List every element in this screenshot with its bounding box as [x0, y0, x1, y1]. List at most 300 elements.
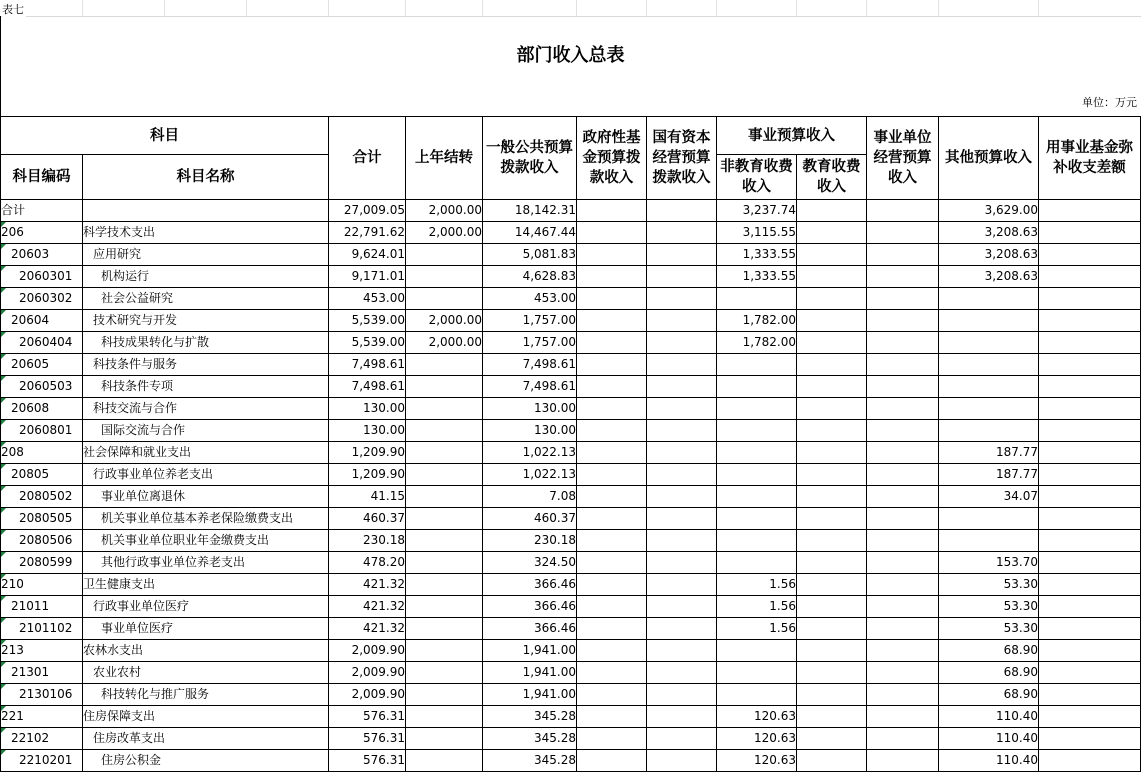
- cell-carryover[interactable]: [406, 398, 483, 420]
- cell-total[interactable]: 41.15: [329, 486, 406, 508]
- cell-general[interactable]: 230.18: [483, 530, 577, 552]
- cell-name[interactable]: 社会保障和就业支出: [83, 442, 329, 464]
- cell-stateasset[interactable]: [647, 288, 717, 310]
- cell-name[interactable]: 科技条件专项: [83, 376, 329, 398]
- cell-code[interactable]: 2210201: [1, 750, 83, 772]
- cell-non-edu[interactable]: [717, 508, 797, 530]
- cell-total[interactable]: 1,209.90: [329, 464, 406, 486]
- cell-fund[interactable]: [1039, 398, 1141, 420]
- cell-govfund[interactable]: [577, 332, 647, 354]
- cell-fund[interactable]: [1039, 222, 1141, 244]
- cell-edu[interactable]: [797, 486, 867, 508]
- cell-govfund[interactable]: [577, 728, 647, 750]
- cell-name[interactable]: 其他行政事业单位养老支出: [83, 552, 329, 574]
- cell-stateasset[interactable]: [647, 354, 717, 376]
- cell-stateasset[interactable]: [647, 222, 717, 244]
- cell-general[interactable]: 5,081.83: [483, 244, 577, 266]
- cell-carryover[interactable]: [406, 354, 483, 376]
- cell-edu[interactable]: [797, 640, 867, 662]
- cell-non-edu[interactable]: [717, 354, 797, 376]
- cell-govfund[interactable]: [577, 420, 647, 442]
- cell-fund[interactable]: [1039, 728, 1141, 750]
- cell-other[interactable]: 68.90: [939, 640, 1039, 662]
- cell-code[interactable]: 20605: [1, 354, 83, 376]
- cell-carryover[interactable]: [406, 750, 483, 772]
- cell-stateasset[interactable]: [647, 596, 717, 618]
- cell-other[interactable]: [939, 508, 1039, 530]
- cell-carryover[interactable]: [406, 618, 483, 640]
- cell-stateasset[interactable]: [647, 684, 717, 706]
- cell-edu[interactable]: [797, 200, 867, 222]
- cell-fund[interactable]: [1039, 508, 1141, 530]
- cell-code[interactable]: 2060301: [1, 266, 83, 288]
- cell-code[interactable]: 20805: [1, 464, 83, 486]
- cell-other[interactable]: 68.90: [939, 684, 1039, 706]
- cell-carryover[interactable]: [406, 530, 483, 552]
- cell-total[interactable]: 130.00: [329, 398, 406, 420]
- cell-code[interactable]: 21011: [1, 596, 83, 618]
- cell-name[interactable]: 卫生健康支出: [83, 574, 329, 596]
- cell-carryover[interactable]: 2,000.00: [406, 332, 483, 354]
- cell-general[interactable]: 366.46: [483, 596, 577, 618]
- cell-code[interactable]: 2130106: [1, 684, 83, 706]
- cell-general[interactable]: 1,757.00: [483, 332, 577, 354]
- cell-carryover[interactable]: [406, 420, 483, 442]
- cell-unit-operating[interactable]: [867, 332, 939, 354]
- cell-code[interactable]: 2080506: [1, 530, 83, 552]
- cell-carryover[interactable]: [406, 486, 483, 508]
- cell-total[interactable]: 130.00: [329, 420, 406, 442]
- cell-total[interactable]: 421.32: [329, 618, 406, 640]
- cell-other[interactable]: 3,208.63: [939, 266, 1039, 288]
- cell-other[interactable]: [939, 376, 1039, 398]
- cell-general[interactable]: 345.28: [483, 750, 577, 772]
- cell-total[interactable]: 7,498.61: [329, 376, 406, 398]
- cell-stateasset[interactable]: [647, 442, 717, 464]
- cell-general[interactable]: 1,022.13: [483, 464, 577, 486]
- cell-general[interactable]: 366.46: [483, 618, 577, 640]
- cell-unit-operating[interactable]: [867, 728, 939, 750]
- cell-govfund[interactable]: [577, 244, 647, 266]
- cell-unit-operating[interactable]: [867, 244, 939, 266]
- cell-govfund[interactable]: [577, 200, 647, 222]
- cell-unit-operating[interactable]: [867, 376, 939, 398]
- cell-edu[interactable]: [797, 618, 867, 640]
- cell-code[interactable]: 20608: [1, 398, 83, 420]
- cell-carryover[interactable]: [406, 662, 483, 684]
- cell-carryover[interactable]: [406, 706, 483, 728]
- cell-general[interactable]: 345.28: [483, 728, 577, 750]
- cell-non-edu[interactable]: [717, 398, 797, 420]
- cell-edu[interactable]: [797, 332, 867, 354]
- cell-other[interactable]: [939, 420, 1039, 442]
- cell-carryover[interactable]: [406, 508, 483, 530]
- cell-name[interactable]: 住房改革支出: [83, 728, 329, 750]
- cell-other[interactable]: 3,208.63: [939, 244, 1039, 266]
- cell-unit-operating[interactable]: [867, 398, 939, 420]
- cell-govfund[interactable]: [577, 354, 647, 376]
- cell-general[interactable]: 1,757.00: [483, 310, 577, 332]
- cell-edu[interactable]: [797, 684, 867, 706]
- cell-govfund[interactable]: [577, 508, 647, 530]
- cell-non-edu[interactable]: 3,237.74: [717, 200, 797, 222]
- cell-general[interactable]: 7,498.61: [483, 376, 577, 398]
- cell-fund[interactable]: [1039, 464, 1141, 486]
- cell-other[interactable]: 53.30: [939, 574, 1039, 596]
- cell-total[interactable]: 2,009.90: [329, 640, 406, 662]
- cell-name[interactable]: 行政事业单位医疗: [83, 596, 329, 618]
- cell-other[interactable]: 187.77: [939, 464, 1039, 486]
- cell-fund[interactable]: [1039, 420, 1141, 442]
- cell-unit-operating[interactable]: [867, 706, 939, 728]
- cell-unit-operating[interactable]: [867, 288, 939, 310]
- cell-total[interactable]: 22,791.62: [329, 222, 406, 244]
- cell-fund[interactable]: [1039, 574, 1141, 596]
- cell-carryover[interactable]: 2,000.00: [406, 200, 483, 222]
- cell-general[interactable]: 14,467.44: [483, 222, 577, 244]
- cell-name[interactable]: 科技交流与合作: [83, 398, 329, 420]
- cell-govfund[interactable]: [577, 288, 647, 310]
- cell-non-edu[interactable]: [717, 288, 797, 310]
- cell-fund[interactable]: [1039, 200, 1141, 222]
- cell-edu[interactable]: [797, 354, 867, 376]
- cell-total[interactable]: 9,171.01: [329, 266, 406, 288]
- cell-edu[interactable]: [797, 596, 867, 618]
- cell-total[interactable]: 421.32: [329, 596, 406, 618]
- cell-unit-operating[interactable]: [867, 310, 939, 332]
- cell-general[interactable]: 1,941.00: [483, 684, 577, 706]
- cell-name[interactable]: 机构运行: [83, 266, 329, 288]
- cell-total[interactable]: 576.31: [329, 750, 406, 772]
- cell-total[interactable]: 576.31: [329, 706, 406, 728]
- cell-fund[interactable]: [1039, 442, 1141, 464]
- cell-non-edu[interactable]: 1,333.55: [717, 266, 797, 288]
- cell-non-edu[interactable]: [717, 552, 797, 574]
- cell-govfund[interactable]: [577, 398, 647, 420]
- cell-stateasset[interactable]: [647, 552, 717, 574]
- cell-carryover[interactable]: [406, 464, 483, 486]
- cell-total[interactable]: 27,009.05: [329, 200, 406, 222]
- cell-other[interactable]: [939, 332, 1039, 354]
- cell-fund[interactable]: [1039, 596, 1141, 618]
- cell-edu[interactable]: [797, 574, 867, 596]
- cell-unit-operating[interactable]: [867, 464, 939, 486]
- cell-fund[interactable]: [1039, 552, 1141, 574]
- cell-carryover[interactable]: [406, 574, 483, 596]
- cell-edu[interactable]: [797, 222, 867, 244]
- cell-other[interactable]: 53.30: [939, 596, 1039, 618]
- cell-non-edu[interactable]: 1.56: [717, 618, 797, 640]
- cell-edu[interactable]: [797, 376, 867, 398]
- cell-edu[interactable]: [797, 706, 867, 728]
- cell-edu[interactable]: [797, 266, 867, 288]
- cell-code[interactable]: 2080502: [1, 486, 83, 508]
- cell-govfund[interactable]: [577, 684, 647, 706]
- cell-stateasset[interactable]: [647, 750, 717, 772]
- cell-other[interactable]: 3,629.00: [939, 200, 1039, 222]
- cell-general[interactable]: 366.46: [483, 574, 577, 596]
- cell-name[interactable]: 行政事业单位养老支出: [83, 464, 329, 486]
- cell-name[interactable]: 机关事业单位职业年金缴费支出: [83, 530, 329, 552]
- cell-stateasset[interactable]: [647, 376, 717, 398]
- cell-fund[interactable]: [1039, 376, 1141, 398]
- cell-unit-operating[interactable]: [867, 486, 939, 508]
- cell-unit-operating[interactable]: [867, 200, 939, 222]
- cell-other[interactable]: [939, 530, 1039, 552]
- cell-carryover[interactable]: [406, 552, 483, 574]
- cell-fund[interactable]: [1039, 706, 1141, 728]
- cell-non-edu[interactable]: 1,333.55: [717, 244, 797, 266]
- cell-non-edu[interactable]: 1.56: [717, 574, 797, 596]
- cell-carryover[interactable]: [406, 640, 483, 662]
- cell-fund[interactable]: [1039, 310, 1141, 332]
- cell-unit-operating[interactable]: [867, 684, 939, 706]
- cell-stateasset[interactable]: [647, 530, 717, 552]
- cell-general[interactable]: 130.00: [483, 420, 577, 442]
- cell-code[interactable]: 2080599: [1, 552, 83, 574]
- cell-non-edu[interactable]: 3,115.55: [717, 222, 797, 244]
- cell-other[interactable]: [939, 354, 1039, 376]
- cell-name[interactable]: 科技条件与服务: [83, 354, 329, 376]
- cell-stateasset[interactable]: [647, 310, 717, 332]
- cell-non-edu[interactable]: [717, 464, 797, 486]
- cell-carryover[interactable]: [406, 684, 483, 706]
- cell-govfund[interactable]: [577, 530, 647, 552]
- cell-total[interactable]: 2,009.90: [329, 684, 406, 706]
- cell-unit-operating[interactable]: [867, 354, 939, 376]
- cell-other[interactable]: 53.30: [939, 618, 1039, 640]
- cell-unit-operating[interactable]: [867, 574, 939, 596]
- cell-unit-operating[interactable]: [867, 530, 939, 552]
- cell-govfund[interactable]: [577, 706, 647, 728]
- cell-name[interactable]: 机关事业单位基本养老保险缴费支出: [83, 508, 329, 530]
- cell-edu[interactable]: [797, 464, 867, 486]
- cell-unit-operating[interactable]: [867, 222, 939, 244]
- cell-code[interactable]: 合计: [1, 200, 83, 222]
- cell-unit-operating[interactable]: [867, 508, 939, 530]
- cell-edu[interactable]: [797, 442, 867, 464]
- cell-non-edu[interactable]: 120.63: [717, 706, 797, 728]
- cell-unit-operating[interactable]: [867, 640, 939, 662]
- cell-total[interactable]: 5,539.00: [329, 332, 406, 354]
- cell-code[interactable]: 2080505: [1, 508, 83, 530]
- cell-edu[interactable]: [797, 552, 867, 574]
- cell-total[interactable]: 576.31: [329, 728, 406, 750]
- cell-other[interactable]: 187.77: [939, 442, 1039, 464]
- cell-unit-operating[interactable]: [867, 750, 939, 772]
- cell-code[interactable]: 21301: [1, 662, 83, 684]
- cell-other[interactable]: [939, 288, 1039, 310]
- cell-non-edu[interactable]: 1.56: [717, 596, 797, 618]
- cell-other[interactable]: 153.70: [939, 552, 1039, 574]
- cell-fund[interactable]: [1039, 288, 1141, 310]
- cell-stateasset[interactable]: [647, 640, 717, 662]
- cell-unit-operating[interactable]: [867, 662, 939, 684]
- cell-govfund[interactable]: [577, 376, 647, 398]
- cell-govfund[interactable]: [577, 640, 647, 662]
- cell-name[interactable]: 社会公益研究: [83, 288, 329, 310]
- cell-carryover[interactable]: 2,000.00: [406, 222, 483, 244]
- cell-non-edu[interactable]: 1,782.00: [717, 310, 797, 332]
- cell-edu[interactable]: [797, 288, 867, 310]
- cell-total[interactable]: 7,498.61: [329, 354, 406, 376]
- cell-non-edu[interactable]: [717, 376, 797, 398]
- cell-govfund[interactable]: [577, 552, 647, 574]
- cell-other[interactable]: [939, 310, 1039, 332]
- cell-other[interactable]: 110.40: [939, 750, 1039, 772]
- cell-name[interactable]: 住房保障支出: [83, 706, 329, 728]
- cell-unit-operating[interactable]: [867, 596, 939, 618]
- cell-total[interactable]: 5,539.00: [329, 310, 406, 332]
- cell-edu[interactable]: [797, 420, 867, 442]
- cell-general[interactable]: 1,941.00: [483, 640, 577, 662]
- cell-general[interactable]: 453.00: [483, 288, 577, 310]
- cell-fund[interactable]: [1039, 244, 1141, 266]
- cell-code[interactable]: 213: [1, 640, 83, 662]
- cell-name[interactable]: 科技转化与推广服务: [83, 684, 329, 706]
- cell-non-edu[interactable]: 120.63: [717, 728, 797, 750]
- cell-unit-operating[interactable]: [867, 442, 939, 464]
- cell-code[interactable]: 206: [1, 222, 83, 244]
- cell-carryover[interactable]: [406, 376, 483, 398]
- cell-total[interactable]: 9,624.01: [329, 244, 406, 266]
- cell-code[interactable]: 221: [1, 706, 83, 728]
- cell-stateasset[interactable]: [647, 420, 717, 442]
- cell-carryover[interactable]: [406, 244, 483, 266]
- cell-edu[interactable]: [797, 662, 867, 684]
- cell-govfund[interactable]: [577, 266, 647, 288]
- cell-fund[interactable]: [1039, 266, 1141, 288]
- cell-general[interactable]: 324.50: [483, 552, 577, 574]
- cell-name[interactable]: [83, 200, 329, 222]
- cell-name[interactable]: 农林水支出: [83, 640, 329, 662]
- cell-stateasset[interactable]: [647, 728, 717, 750]
- cell-code[interactable]: 20604: [1, 310, 83, 332]
- cell-non-edu[interactable]: [717, 530, 797, 552]
- cell-govfund[interactable]: [577, 574, 647, 596]
- cell-carryover[interactable]: [406, 728, 483, 750]
- cell-non-edu[interactable]: 1,782.00: [717, 332, 797, 354]
- cell-name[interactable]: 事业单位医疗: [83, 618, 329, 640]
- cell-name[interactable]: 应用研究: [83, 244, 329, 266]
- cell-general[interactable]: 4,628.83: [483, 266, 577, 288]
- cell-stateasset[interactable]: [647, 486, 717, 508]
- cell-govfund[interactable]: [577, 464, 647, 486]
- cell-name[interactable]: 科学技术支出: [83, 222, 329, 244]
- cell-fund[interactable]: [1039, 662, 1141, 684]
- cell-stateasset[interactable]: [647, 464, 717, 486]
- cell-stateasset[interactable]: [647, 706, 717, 728]
- cell-general[interactable]: 1,022.13: [483, 442, 577, 464]
- cell-general[interactable]: 18,142.31: [483, 200, 577, 222]
- cell-fund[interactable]: [1039, 354, 1141, 376]
- cell-non-edu[interactable]: 120.63: [717, 750, 797, 772]
- cell-stateasset[interactable]: [647, 244, 717, 266]
- cell-stateasset[interactable]: [647, 574, 717, 596]
- cell-edu[interactable]: [797, 508, 867, 530]
- cell-fund[interactable]: [1039, 486, 1141, 508]
- cell-govfund[interactable]: [577, 486, 647, 508]
- cell-non-edu[interactable]: [717, 420, 797, 442]
- cell-edu[interactable]: [797, 244, 867, 266]
- cell-carryover[interactable]: [406, 288, 483, 310]
- cell-name[interactable]: 技术研究与开发: [83, 310, 329, 332]
- cell-total[interactable]: 2,009.90: [329, 662, 406, 684]
- cell-govfund[interactable]: [577, 222, 647, 244]
- cell-stateasset[interactable]: [647, 332, 717, 354]
- cell-edu[interactable]: [797, 530, 867, 552]
- cell-govfund[interactable]: [577, 750, 647, 772]
- cell-carryover[interactable]: [406, 266, 483, 288]
- cell-general[interactable]: 345.28: [483, 706, 577, 728]
- cell-unit-operating[interactable]: [867, 552, 939, 574]
- cell-carryover[interactable]: [406, 442, 483, 464]
- cell-edu[interactable]: [797, 750, 867, 772]
- cell-edu[interactable]: [797, 398, 867, 420]
- cell-govfund[interactable]: [577, 618, 647, 640]
- cell-stateasset[interactable]: [647, 398, 717, 420]
- cell-stateasset[interactable]: [647, 508, 717, 530]
- cell-govfund[interactable]: [577, 310, 647, 332]
- cell-code[interactable]: 210: [1, 574, 83, 596]
- cell-other[interactable]: 110.40: [939, 706, 1039, 728]
- cell-govfund[interactable]: [577, 662, 647, 684]
- cell-stateasset[interactable]: [647, 662, 717, 684]
- cell-non-edu[interactable]: [717, 640, 797, 662]
- cell-general[interactable]: 460.37: [483, 508, 577, 530]
- cell-other[interactable]: 68.90: [939, 662, 1039, 684]
- cell-fund[interactable]: [1039, 618, 1141, 640]
- cell-name[interactable]: 农业农村: [83, 662, 329, 684]
- cell-non-edu[interactable]: [717, 442, 797, 464]
- cell-code[interactable]: 208: [1, 442, 83, 464]
- cell-total[interactable]: 478.20: [329, 552, 406, 574]
- cell-carryover[interactable]: 2,000.00: [406, 310, 483, 332]
- cell-code[interactable]: 2060801: [1, 420, 83, 442]
- cell-general[interactable]: 1,941.00: [483, 662, 577, 684]
- cell-non-edu[interactable]: [717, 486, 797, 508]
- cell-fund[interactable]: [1039, 640, 1141, 662]
- cell-non-edu[interactable]: [717, 662, 797, 684]
- cell-edu[interactable]: [797, 310, 867, 332]
- cell-fund[interactable]: [1039, 750, 1141, 772]
- cell-total[interactable]: 421.32: [329, 574, 406, 596]
- cell-stateasset[interactable]: [647, 618, 717, 640]
- cell-other[interactable]: [939, 398, 1039, 420]
- cell-name[interactable]: 住房公积金: [83, 750, 329, 772]
- cell-govfund[interactable]: [577, 596, 647, 618]
- cell-other[interactable]: 3,208.63: [939, 222, 1039, 244]
- cell-fund[interactable]: [1039, 684, 1141, 706]
- cell-name[interactable]: 科技成果转化与扩散: [83, 332, 329, 354]
- cell-unit-operating[interactable]: [867, 420, 939, 442]
- cell-general[interactable]: 130.00: [483, 398, 577, 420]
- cell-carryover[interactable]: [406, 596, 483, 618]
- cell-code[interactable]: 20603: [1, 244, 83, 266]
- cell-other[interactable]: 34.07: [939, 486, 1039, 508]
- cell-code[interactable]: 2060503: [1, 376, 83, 398]
- cell-code[interactable]: 2060404: [1, 332, 83, 354]
- cell-total[interactable]: 1,209.90: [329, 442, 406, 464]
- cell-total[interactable]: 453.00: [329, 288, 406, 310]
- cell-govfund[interactable]: [577, 442, 647, 464]
- cell-code[interactable]: 2060302: [1, 288, 83, 310]
- cell-total[interactable]: 460.37: [329, 508, 406, 530]
- cell-fund[interactable]: [1039, 530, 1141, 552]
- cell-stateasset[interactable]: [647, 266, 717, 288]
- cell-total[interactable]: 230.18: [329, 530, 406, 552]
- cell-name[interactable]: 国际交流与合作: [83, 420, 329, 442]
